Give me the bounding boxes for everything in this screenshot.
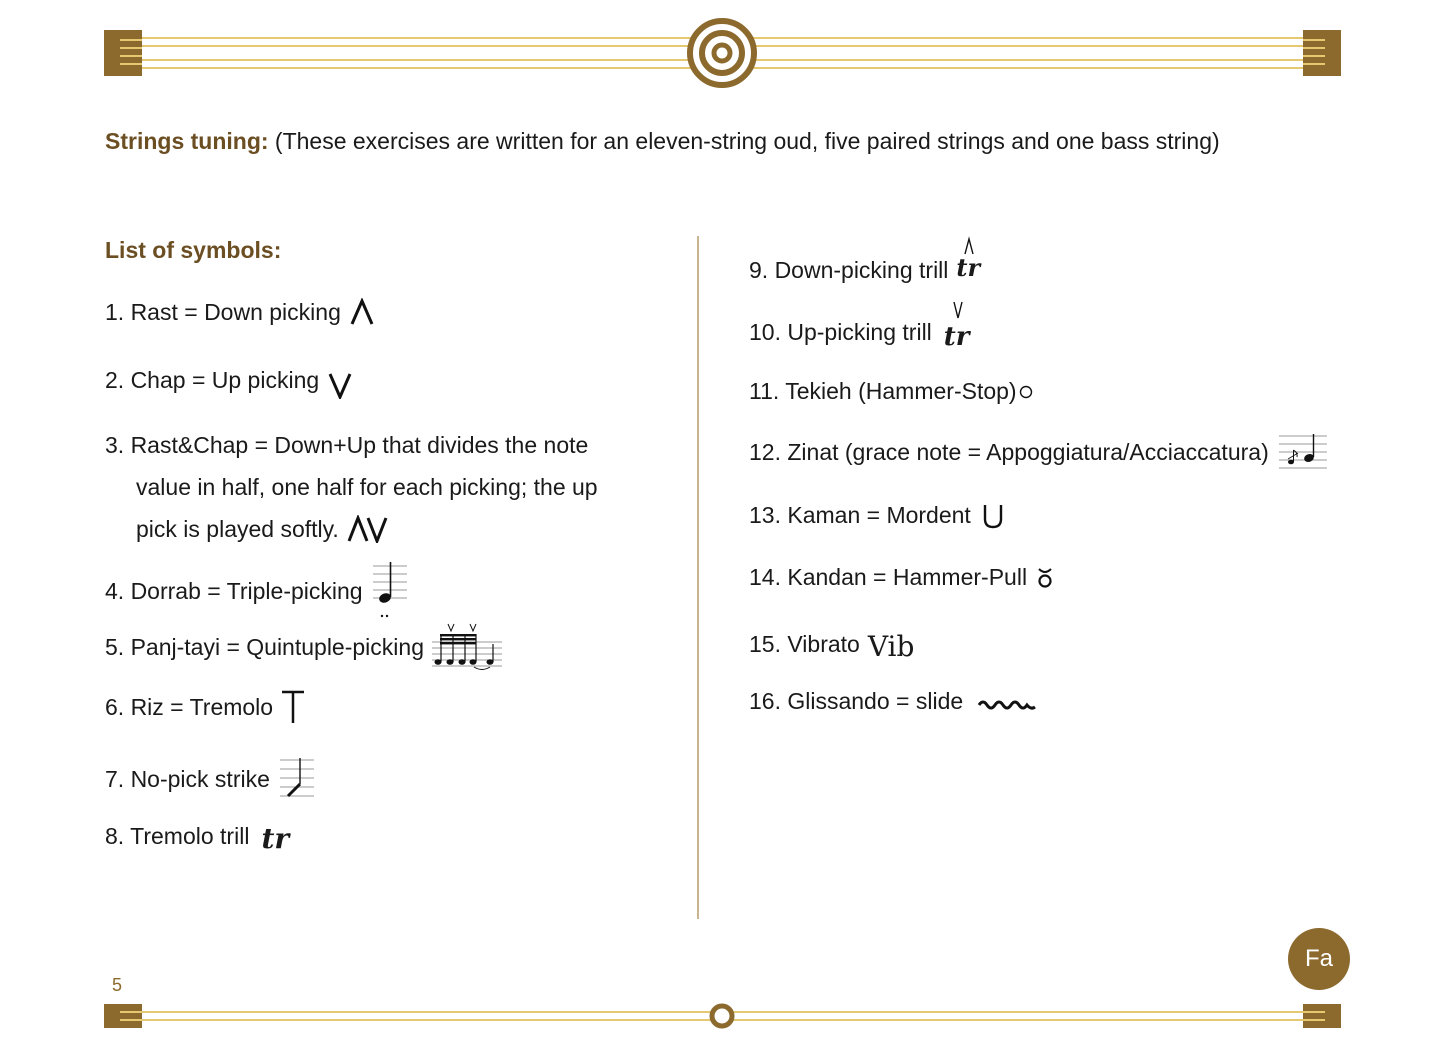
item-text: 10. Up-picking trill [749,318,932,345]
hammer-pull-icon [1037,567,1053,589]
item-text: 14. Kandan = Hammer-Pull [749,564,1028,590]
item-text: 9. Down-picking trill [749,256,949,283]
item-text: value in half, one half for each picking; the up [136,474,598,500]
item-text: 7. No-pick strike [105,765,270,792]
up-pick-icon [327,371,353,399]
down-up-pick-icon [347,515,389,543]
trill-glyph: tr [943,322,970,352]
list-item-6 [105,690,305,724]
item-text: 3. Rast&Chap = Down+Up that divides the note [105,432,589,458]
up-pick-trill-icon [944,298,972,354]
glissando-icon [977,697,1039,713]
list-item-2 [105,361,353,399]
down-pick-icon [349,298,375,326]
item-text: pick is played softly. [136,516,339,542]
item-text: 16. Glissando = slide [749,688,964,714]
list-item-14 [749,564,1053,591]
list-item-4 [105,560,409,622]
top-ornament [104,18,1341,90]
item-text: 4. Dorrab = Triple-picking [105,577,363,604]
tuning-line [105,128,1220,155]
item-text: 11. Tekieh (Hammer-Stop) [749,378,1017,404]
triple-pick-note-icon [371,560,409,622]
list-item-15 [749,626,914,663]
item-text: 12. Zinat (grace note = Appoggiatura/Acciaccatura) [749,438,1269,465]
item-text: 13. Kaman = Mordent [749,502,971,528]
list-item-8 [105,818,289,855]
tuning-label: Strings tuning: [105,128,269,154]
column-divider [697,236,699,919]
page-number: 5 [112,975,123,995]
list-item-9 [749,236,984,288]
trill-glyph: tr [956,253,981,282]
list-item-7 [105,756,316,802]
language-badge[interactable]: Fa [1288,928,1350,990]
list-item-12 [749,432,1329,472]
symbols-heading: List of symbols: [105,237,282,263]
list-item-11 [749,378,1033,405]
circle-icon [1019,385,1033,399]
list-item-10 [749,298,972,354]
vibrato-icon: Vib [867,630,915,663]
no-pick-strike-icon [278,756,316,802]
tremolo-icon [281,690,305,724]
trill-icon: tr [261,822,290,855]
item-text: 6. Riz = Tremolo [105,693,274,720]
down-pick-trill-icon [956,236,984,288]
item-text: 15. Vibrato [749,631,860,657]
list-item-5 [105,622,504,672]
item-text: 1. Rast = Down picking [105,298,341,325]
grace-note-icon [1279,432,1329,472]
list-item-16 [749,688,1039,715]
quintuple-pick-notes-icon [432,622,504,672]
list-item-13 [749,502,1003,529]
bottom-ornament [104,1002,1341,1032]
mordent-icon [983,503,1003,529]
tuning-text: (These exercises are written for an eleven-string oud, five paired strings and one bass string) [274,128,1220,154]
item-text: 5. Panj-tayi = Quintuple-picking [105,633,424,660]
item-text: 2. Chap = Up picking [105,366,320,393]
list-item-3 [105,424,665,550]
list-item-1 [105,298,375,326]
item-text: 8. Tremolo trill [105,823,250,849]
